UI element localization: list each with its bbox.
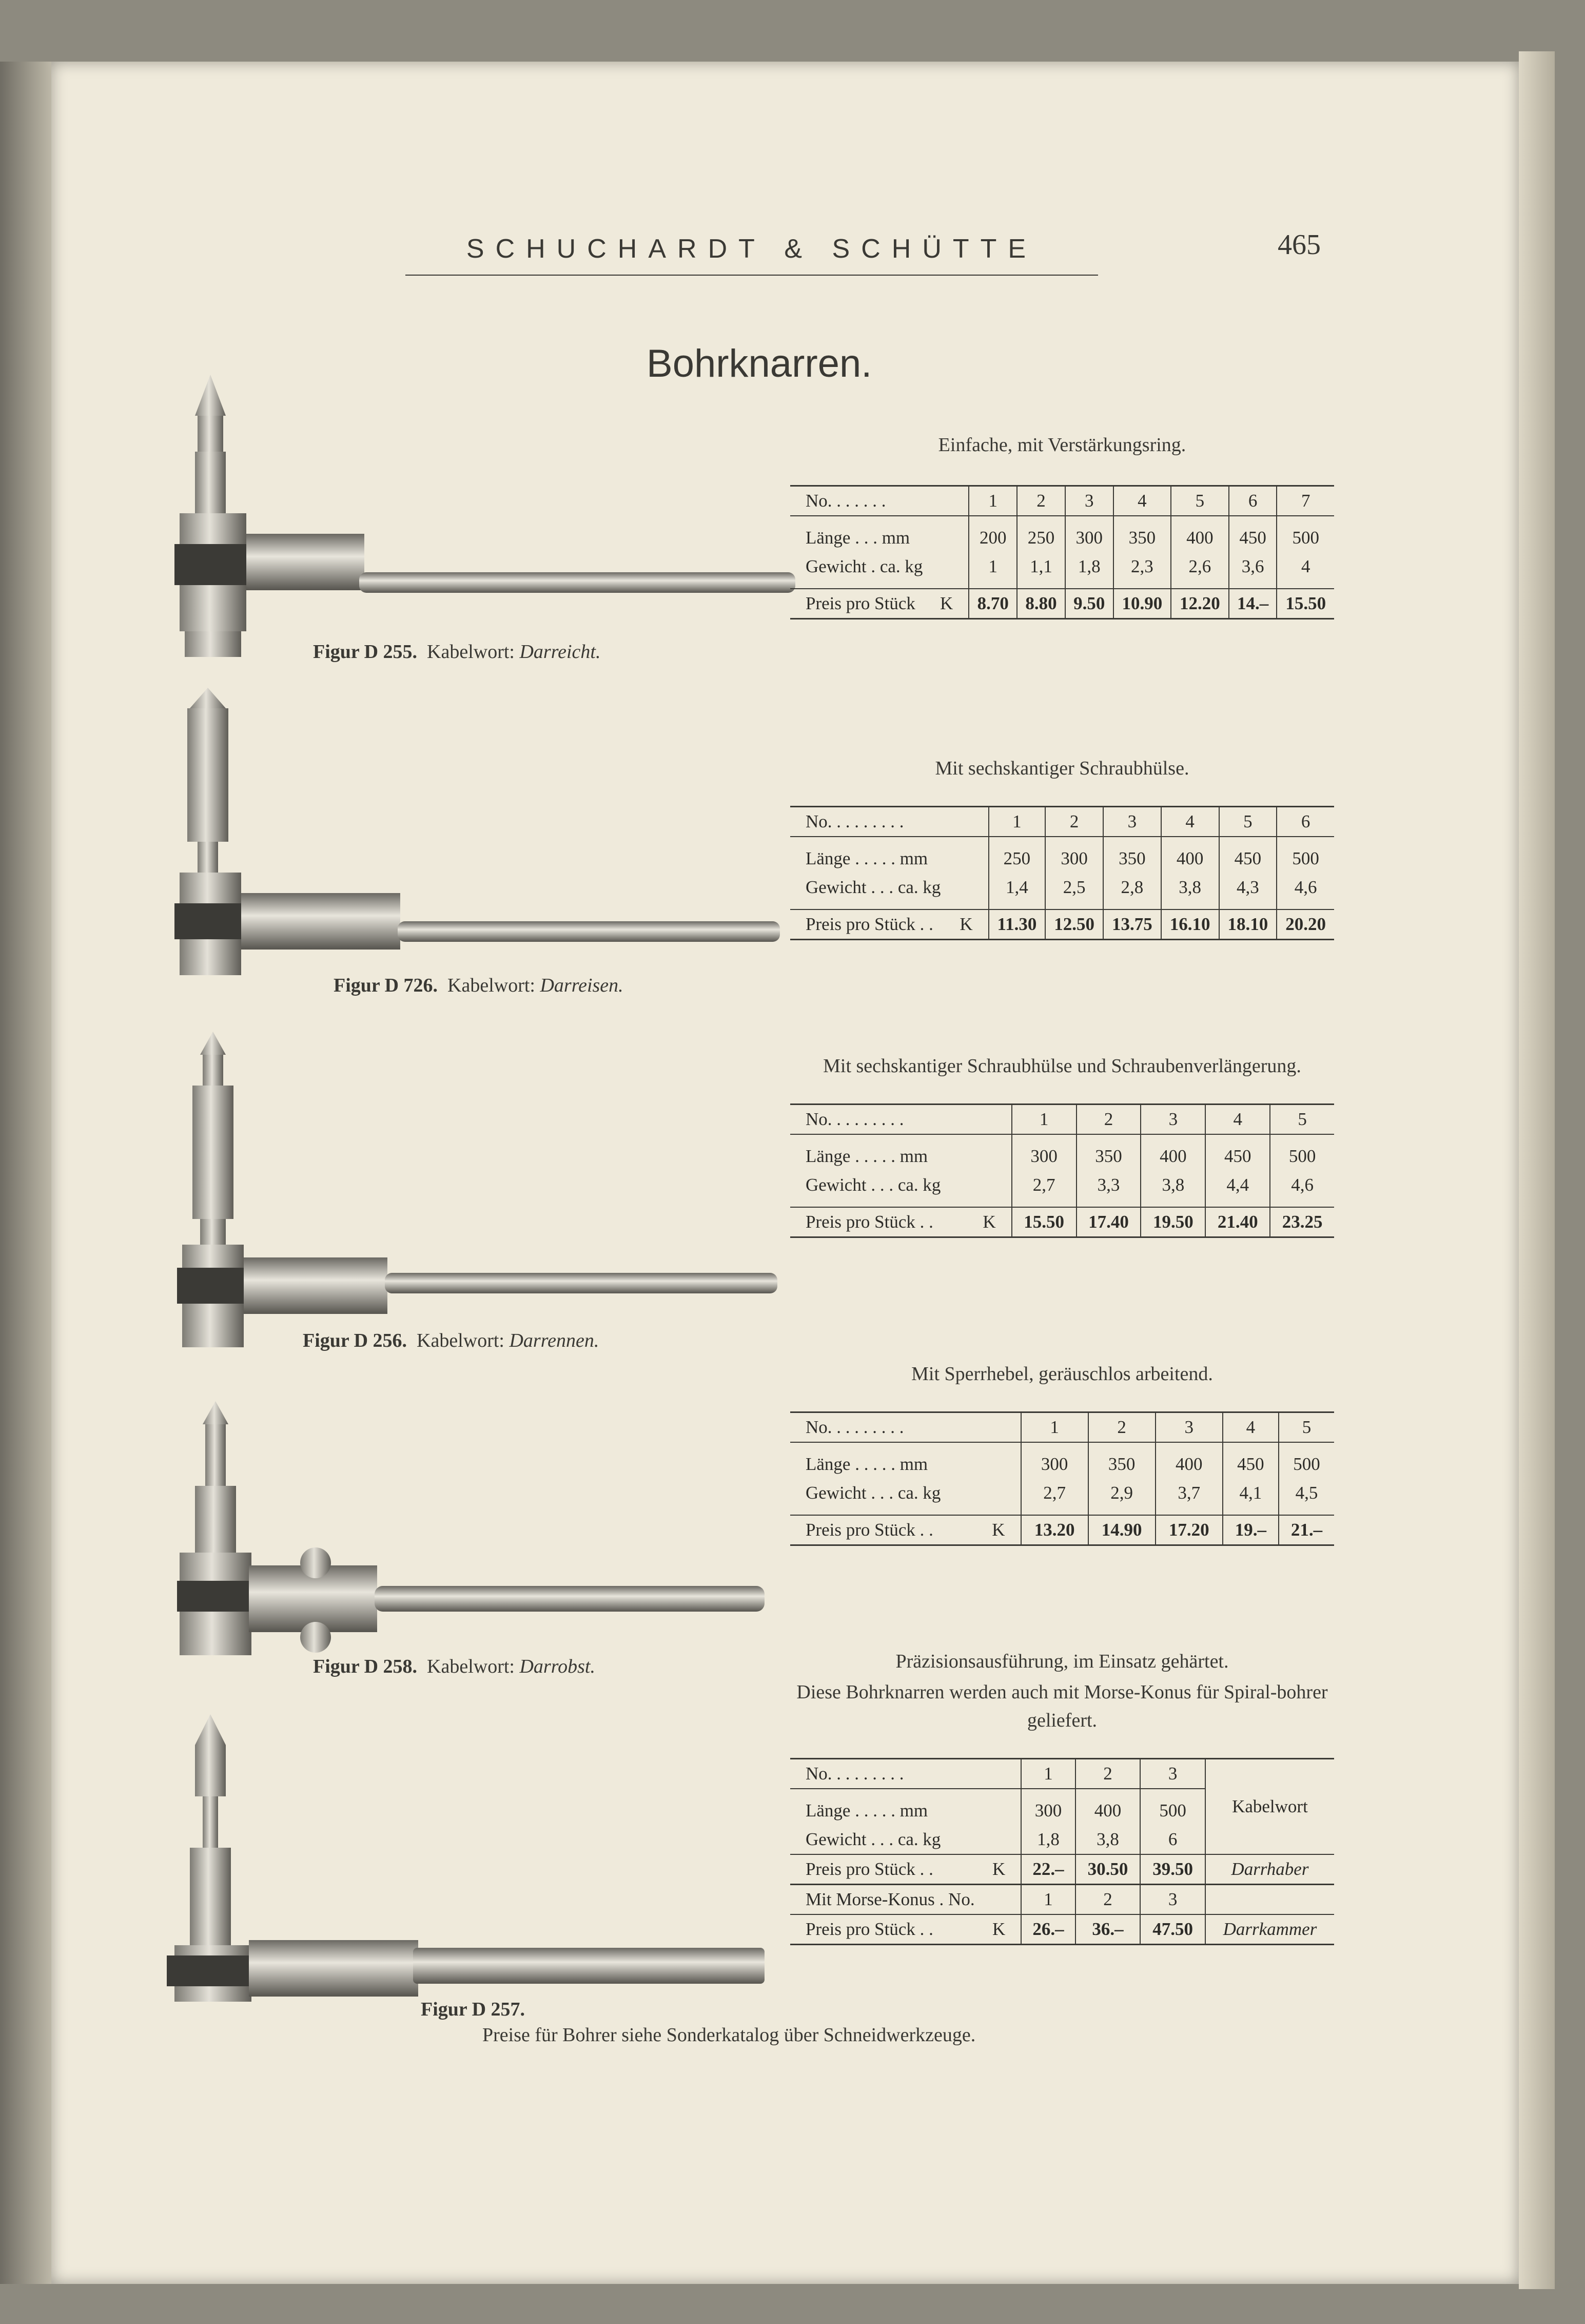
ratchet-drill-illustration-d726 — [172, 688, 782, 985]
ratchet-drill-illustration-d255 — [169, 375, 800, 662]
footnote: Preise für Bohrer siehe Sonderkatalog über Schneidwerkzeuge. — [482, 2024, 976, 2046]
table-row: Preis pro Stück . . K 15.50 17.40 19.50 21.40 23.25 — [790, 1207, 1334, 1237]
table-4 — [790, 1411, 1334, 1546]
table-2-title: Mit sechskantiger Schraubhülse. — [935, 758, 1189, 779]
table-row: Gewicht . . . ca. kg 2,7 3,3 3,8 4,4 4,6 — [790, 1171, 1334, 1199]
table-1-title: Einfache, mit Verstärkungsring. — [938, 434, 1186, 456]
table-row: Preis pro Stück . . K 26.– 36.– 47.50 Darrkammer — [790, 1914, 1334, 1945]
book-spine-shadow — [0, 62, 51, 2284]
table-row: No. . . . . . . . . 1 2 3 4 5 6 — [790, 807, 1334, 837]
table-1 — [790, 485, 1334, 619]
table-4-title: Mit Sperrhebel, geräuschlos arbeitend. — [911, 1363, 1213, 1385]
page-edges — [1519, 51, 1555, 2289]
table-row: Gewicht . . . ca. kg 2,7 2,9 3,7 4,1 4,5 — [790, 1479, 1334, 1507]
table-row: Länge . . . . . mm 250 300 350 400 450 500 — [790, 844, 1334, 873]
table-row: Länge . . . mm 200 250 300 350 400 450 500 — [790, 524, 1334, 552]
page-number: 465 — [1278, 229, 1321, 261]
table-2 — [790, 806, 1334, 940]
table-row: Länge . . . . . mm 300 350 400 450 500 — [790, 1142, 1334, 1171]
table-row: Gewicht . ca. kg 1 1,1 1,8 2,3 2,6 3,6 4 — [790, 552, 1334, 581]
page-title: Bohrknarren. — [647, 342, 872, 385]
ratchet-drill-illustration-d256 — [174, 1032, 780, 1350]
running-header: SCHUCHARDT & SCHÜTTE — [466, 234, 1038, 264]
figure-caption-d258: Figur D 258. Kabelwort: Darrobst. — [313, 1656, 595, 1677]
table-5 — [790, 1758, 1334, 1945]
table-3 — [790, 1103, 1334, 1238]
figure-caption-d255: Figur D 255. Kabelwort: Darreicht. — [313, 641, 601, 663]
table-row: Mit Morse-Konus . No. 1 2 3 — [790, 1885, 1334, 1915]
table-row: Gewicht . . . ca. kg 1,4 2,5 2,8 3,8 4,3 4,6 — [790, 873, 1334, 902]
table-3-title: Mit sechskantiger Schraubhülse und Schraubenverlängerung. — [823, 1055, 1301, 1077]
ratchet-drill-illustration-d258 — [177, 1401, 767, 1663]
kabelwort-header: Kabelwort — [1205, 1759, 1334, 1855]
ratchet-drill-illustration-d257 — [167, 1714, 767, 2012]
table-row: Preis pro Stück . . K 13.20 14.90 17.20 19.– 21.– — [790, 1515, 1334, 1545]
table-row: No. . . . . . . 1 2 3 4 5 6 7 — [790, 486, 1334, 516]
table-row: Preis pro Stück . . K 22.– 30.50 39.50 Darrhaber — [790, 1854, 1334, 1885]
table-row: Preis pro Stück . . K 11.30 12.50 13.75 16.10 18.10 20.20 — [790, 909, 1334, 940]
table-5-subtitle: Diese Bohrknarren werden auch mit Morse-Konus für Spiral-bohrer geliefert. — [796, 1681, 1328, 1731]
table-row: Gewicht . . . ca. kg 1,8 3,8 6 — [790, 1825, 1334, 1854]
figure-caption-d257: Figur D 257. — [421, 1999, 525, 2020]
table-row: Länge . . . . . mm 300 350 400 450 500 — [790, 1450, 1334, 1479]
table-row: No. . . . . . . . . 1 2 3 4 5 — [790, 1105, 1334, 1135]
table-5-title: Präzisionsausführung, im Einsatz gehärtet. — [895, 1651, 1229, 1672]
table-row: Preis pro Stück K 8.70 8.80 9.50 10.90 12.20 14.– 15.50 — [790, 589, 1334, 619]
header-rule — [405, 275, 1098, 276]
table-row: No. . . . . . . . . 1 2 3 Kabelwort — [790, 1759, 1334, 1789]
table-row: No. . . . . . . . . 1 2 3 4 5 — [790, 1412, 1334, 1443]
figure-caption-d726: Figur D 726. Kabelwort: Darreisen. — [334, 975, 623, 996]
figure-caption-d256: Figur D 256. Kabelwort: Darrennen. — [303, 1330, 599, 1351]
table-row: Länge . . . . . mm 300 400 500 — [790, 1796, 1334, 1825]
